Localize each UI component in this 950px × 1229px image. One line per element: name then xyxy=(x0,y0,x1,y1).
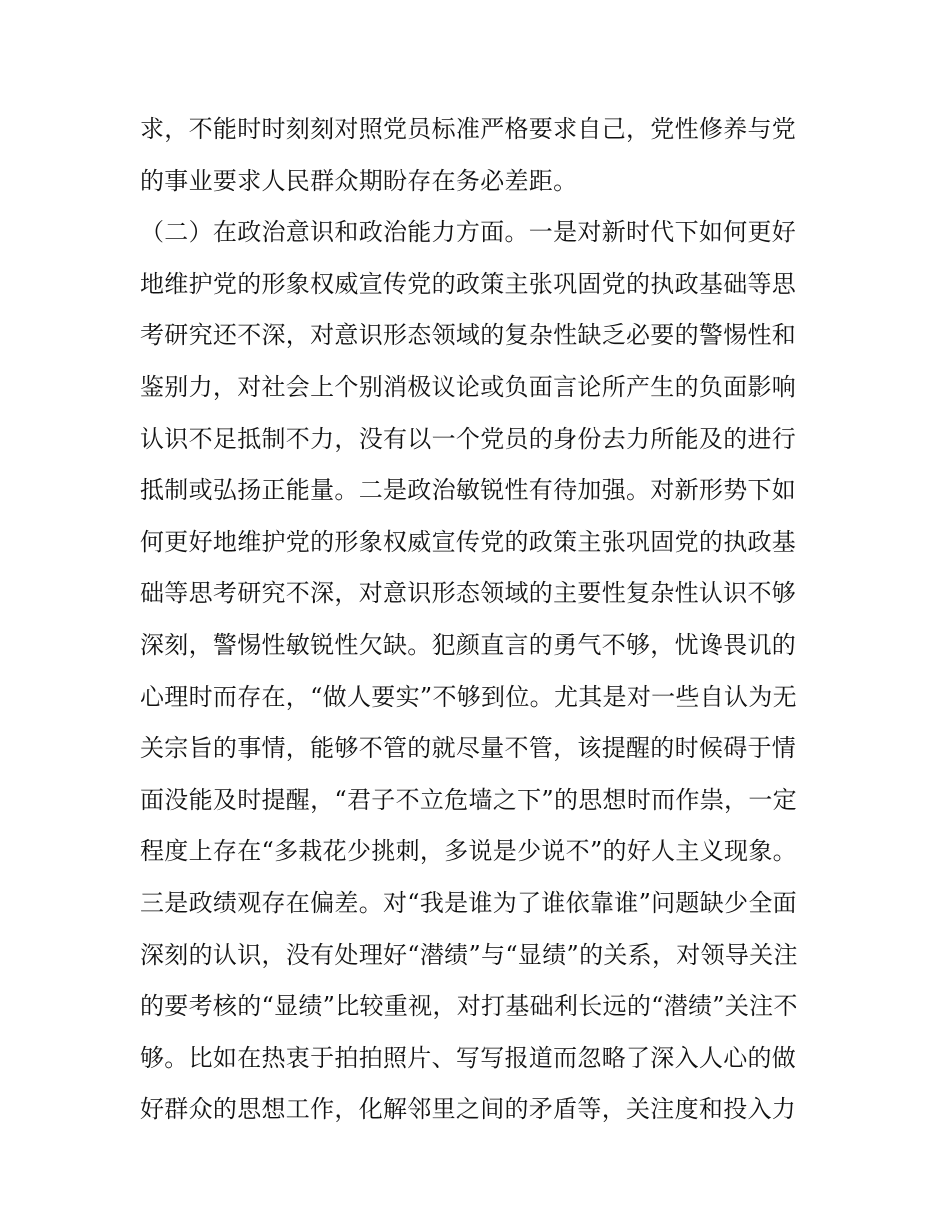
text-line: 好群众的思想工作，化解邻里之间的矛盾等，关注度和投入力 xyxy=(140,1095,797,1124)
text-line: 地维护党的形象权威宣传党的政策主张巩固党的执政基础等思 xyxy=(140,269,797,298)
text-line: 心理时而存在，“做人要实”不够到位。尤其是对一些自认为无 xyxy=(140,682,797,711)
text-line: 础等思考研究不深，对意识形态领域的主要性复杂性认识不够 xyxy=(140,579,797,608)
text-line: 抵制或弘扬正能量。二是政治敏锐性有待加强。对新形势下如 xyxy=(140,476,797,505)
text-line: 的要考核的“显绩”比较重视，对打基础利长远的“潜绩”关注不 xyxy=(140,992,798,1021)
body-text xyxy=(140,104,820,1136)
text-line: 考研究还不深，对意识形态领域的复杂性缺乏必要的警惕性和 xyxy=(140,321,797,350)
text-line: 求，不能时时刻刻对照党员标准严格要求自己，党性修养与党 xyxy=(140,115,797,143)
text-line: 面没能及时提醒，“君子不立危墙之下”的思想时而作祟，一定 xyxy=(140,785,797,814)
text-line: 深刻，警惕性敏锐性欠缺。犯颜直言的勇气不够，忧谗畏讥的 xyxy=(140,630,797,659)
text-line: 鉴别力，对社会上个别消极议论或负面言论所产生的负面影响 xyxy=(140,372,797,401)
text-line: 何更好地维护党的形象权威宣传党的政策主张巩固党的执政基 xyxy=(140,527,797,556)
text-line: 的事业要求人民群众期盼存在务必差距。 xyxy=(140,166,578,195)
text-line: 够。比如在热衷于拍拍照片、写写报道而忽略了深入人心的做 xyxy=(140,1043,797,1072)
text-line: 认识不足抵制不力，没有以一个党员的身份去力所能及的进行 xyxy=(140,424,797,453)
text-line: （二）在政治意识和政治能力方面。一是对新时代下如何更好 xyxy=(140,218,797,247)
text-line: 程度上存在“多栽花少挑刺，多说是少说不”的好人主义现象。 xyxy=(140,837,797,866)
text-line: 关宗旨的事情，能够不管的就尽量不管，该提醒的时候碍于情 xyxy=(140,734,797,763)
text-line: 深刻的认识，没有处理好“潜绩”与“显绩”的关系，对领导关注 xyxy=(140,940,798,969)
text-line: 三是政绩观存在偏差。对“我是谁为了谁依靠谁”问题缺少全面 xyxy=(140,888,797,917)
